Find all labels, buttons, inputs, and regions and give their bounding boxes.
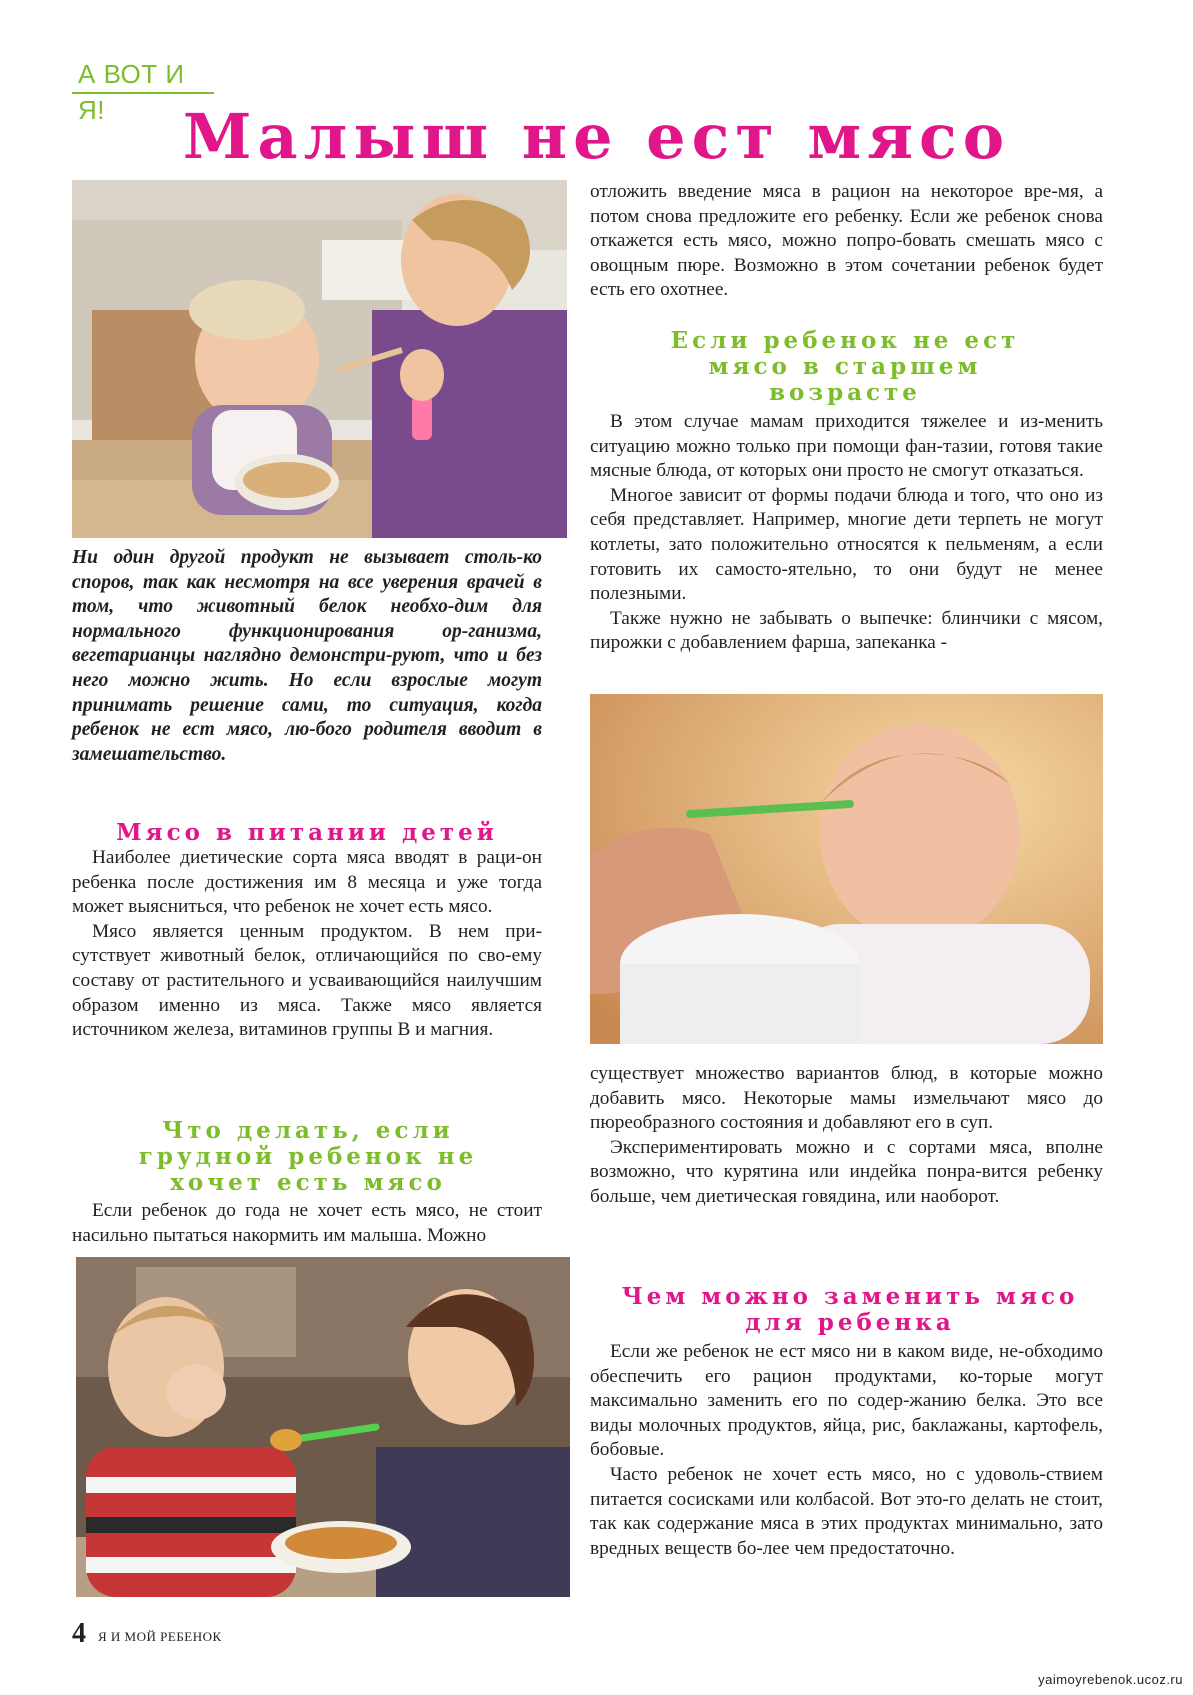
- lead-text: Ни один другой продукт не вызывает столь-ко споров, так как несмотря на все уверения врачей в том, что животный белок необхо-дим для нормального функционирования ор-ганизма, вегетарианцы наглядно демонстри-руют, что и без него можно жить. Но если взрослые могут принимать решение сами, то ситуация, когда ребенок не ест мясо, лю-бого родителя вводит в замешательство.: [72, 547, 542, 765]
- heading-older: Если ребенок не ест мясо в старшем возрасте: [670, 327, 1020, 406]
- older-paragraph-1: В этом случае мамам приходится тяжелее и из-менить ситуацию можно только при помощи фан-тазии, готовя такие мясные блюда, от которых они просто не смогут отказаться.: [590, 411, 1103, 482]
- heading-infant: Что делать, если грудной ребенок не хочет есть мясо: [138, 1117, 478, 1196]
- older-text-continued: [590, 1062, 1103, 1210]
- replace-paragraph-2: Часто ребенок не хочет есть мясо, но с удоволь-ствием питается сосисками или колбасой. Вот это-го делать не стоит, так как содержание мяса в этих продуктах минимально, зато вредных веществ бо-лее чем предостаточно.: [590, 1463, 1103, 1559]
- page-number: 4: [72, 1618, 86, 1649]
- site-watermark: yaimoyrebenok.ucoz.ru: [1038, 1672, 1183, 1687]
- photo-boy-refusing-food: [76, 1257, 570, 1597]
- older-text: [590, 410, 1103, 656]
- magazine-name: Я И МОЙ РЕБЕНОК: [98, 1629, 222, 1644]
- older-paragraph-2: Многое зависит от формы подачи блюда и того, что оно из себя представляет. Например, многие дети терпеть не могут котлеты, зато положительно относятся к пельменям, а если готовить их самосто-ятельно, то они будут не менее полезными.: [590, 484, 1103, 605]
- replace-text: [590, 1340, 1103, 1561]
- older-paragraph-4: Экспериментировать можно и с сортами мяса, вполне возможно, что курятина или индейка понра-вится ребенку больше, чем диетическая говядина, или наоборот.: [590, 1136, 1103, 1207]
- diet-paragraph-2: Мясо является ценным продуктом. В нем при-сутствует животный белок, отличающийся по сво-ему составу от растительного и усваивающийся наилучшим образом именно из мяса. Также мясо является источником железа, витаминов группы В и магния.: [72, 920, 542, 1041]
- older-paragraph-3-continued: существует множество вариантов блюд, в которые можно добавить мясо. Некоторые мамы измельчают мясо до пюреобразного состояния и добавляют его в суп.: [590, 1063, 1103, 1134]
- photo-mother-feeding-baby: [72, 180, 567, 538]
- diet-text: [72, 846, 542, 1043]
- infant-paragraph-continued: отложить введение мяса в рацион на некоторое вре-мя, а потом снова предложите его ребенку. Если же ребенок снова откажется есть мясо, можно попро-бовать смешать мясо с овощным пюре. Возможно в этом сочетании ребенок будет есть его охотнее.: [590, 181, 1103, 301]
- heading-diet: Мясо в питании детей: [116, 819, 498, 846]
- older-paragraph-3: Также нужно не забывать о выпечке: блинчики с мясом, пирожки с добавлением фарша, запеканка -: [590, 607, 1103, 654]
- photo-crying-baby: [590, 694, 1103, 1044]
- section-tag: А ВОТ И Я!: [72, 56, 214, 94]
- infant-text-continued: [590, 180, 1103, 303]
- infant-text: [72, 1199, 542, 1248]
- infant-paragraph-1: Если ребенок до года не хочет есть мясо, не стоит насильно пытаться накормить им малыша. Можно: [72, 1200, 542, 1246]
- page-title: Малыш не ест мясо: [182, 100, 1011, 173]
- heading-replace: Чем можно заменить мясо для ребенка: [621, 1283, 1079, 1336]
- lead-paragraph: [72, 546, 542, 767]
- diet-paragraph-1: Наиболее диетические сорта мяса вводят в раци-он ребенка после достижения им 8 месяца и уже тогда может выясниться, что ребенок не хочет есть мясо.: [72, 847, 542, 918]
- replace-paragraph-1: Если же ребенок не ест мясо ни в каком виде, не-обходимо обеспечить его рацион продуктами, ко-торые могут максимально заменить его по содер-жанию белка. Это все виды молочных продуктов, яйца, рис, баклажаны, картофель, бобовые.: [590, 1341, 1103, 1461]
